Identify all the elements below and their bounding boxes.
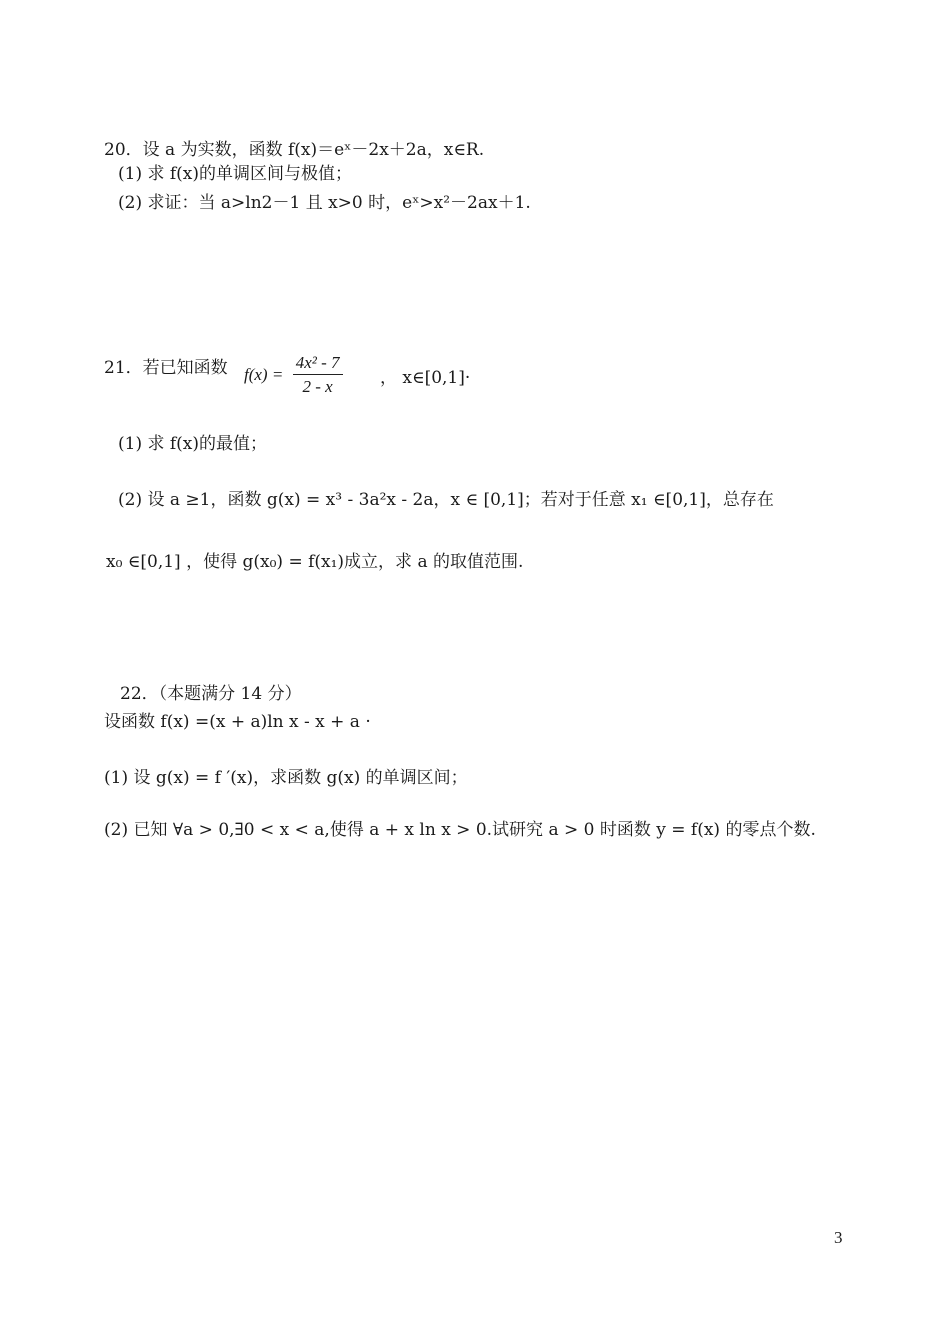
page-number: 3: [834, 1228, 843, 1247]
q21-func-lhs: f(x) =: [244, 365, 284, 384]
q21-fraction-denominator: 2 - x: [302, 377, 333, 396]
q22-title: 22．（本题满分 14 分）: [120, 684, 302, 704]
q22-part1: (1) 设 g(x) = f ′(x)，求函数 g(x) 的单调区间；: [104, 768, 468, 788]
q20-part2: (2) 求证：当 a>ln2－1 且 x>0 时，eˣ>x²－2ax＋1.: [118, 193, 531, 213]
q22-part2: (2) 已知 ∀a > 0,∃0 < x < a,使得 a + x ln x > 0.试研究 a > 0 时函数 y = f(x) 的零点个数.: [104, 820, 816, 840]
q20-part1: (1) 求 f(x)的单调区间与极值；: [118, 164, 353, 184]
q21-fraction: [293, 352, 343, 399]
q21-part2-line1: (2) 设 a ≥1，函数 g(x) = x³ - 3a²x - 2a，x ∈ [0,1]；若对于任意 x₁ ∈[0,1]，总存在: [118, 490, 774, 510]
q21-function: [244, 352, 347, 399]
q20-title: 20．设 a 为实数，函数 f(x)＝eˣ－2x＋2a，x∈R.: [104, 140, 485, 160]
q21-part2-line2: x₀ ∈[0,1] ，使得 g(x₀) = f(x₁)成立，求 a 的取值范围.: [106, 552, 524, 572]
q21-domain: ， x∈[0,1]·: [380, 368, 471, 388]
q21-fraction-numerator: 4x² - 7: [293, 352, 343, 375]
q21-part1: (1) 求 f(x)的最值；: [118, 434, 268, 454]
q21-lead: 21．若已知函数: [104, 358, 228, 378]
q22-lead: 设函数 f(x) =(x + a)ln x - x + a ·: [104, 712, 371, 732]
